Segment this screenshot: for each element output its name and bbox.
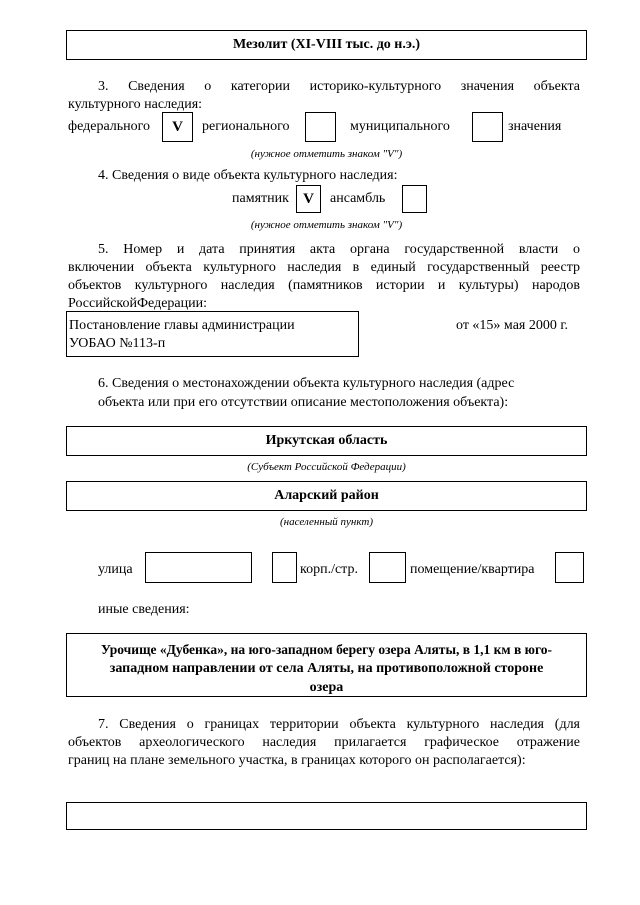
apartment-label: помещение/квартира <box>410 562 535 577</box>
monument-checkbox[interactable]: V <box>296 185 321 213</box>
value-label: значения <box>508 119 562 134</box>
section7-line2: объектов археологического наследия прилагается графическое отражение <box>68 735 580 750</box>
section3-line1: 3. Сведения о категории историко-культурного значения объекта <box>98 79 580 94</box>
act-box <box>66 311 359 357</box>
street-field[interactable] <box>145 552 252 583</box>
federal-checkbox[interactable]: V <box>162 112 193 142</box>
section6-line2: объекта или при его отсутствии описание местоположения объекта): <box>98 395 509 410</box>
ensemble-checkbox[interactable] <box>402 185 427 213</box>
period-title: Мезолит (XI-VIII тыс. до н.э.) <box>232 37 421 52</box>
section4-note: (нужное отметить знаком "V") <box>250 219 403 231</box>
district-note: (населенный пункт) <box>280 516 373 528</box>
other-line3: озера <box>309 680 344 695</box>
region-value: Иркутская область <box>265 433 388 448</box>
section7-text <box>68 716 580 770</box>
apartment-field[interactable] <box>555 552 584 583</box>
section5-line1: 5. Номер и дата принятия акта органа государственной власти о <box>98 242 580 257</box>
period-title-box <box>66 30 587 60</box>
ensemble-label: ансамбль <box>330 191 386 206</box>
section5-line2: включении объекта культурного наследия в единый государственный реестр <box>68 260 580 275</box>
building-label: корп./стр. <box>300 562 358 577</box>
regional-checkbox[interactable] <box>305 112 336 142</box>
boundary-box[interactable] <box>66 802 587 830</box>
other-box <box>66 633 587 697</box>
regional-label: регионального <box>202 119 290 134</box>
section3-note: (нужное отметить знаком "V") <box>250 148 403 160</box>
section5-line3: объектов культурного наследия (памятников истории и культуры) народов <box>68 278 580 293</box>
street-label: улица <box>98 562 133 577</box>
other-line2: западном направлении от села Аляты, на противоположной стороне <box>109 661 544 676</box>
region-box <box>66 426 587 456</box>
other-line1: Урочище «Дубенка», на юго-западном берегу озера Аляты, в 1,1 км в юго- <box>100 642 553 657</box>
section5-text <box>68 241 580 313</box>
section6-line1: 6. Сведения о местонахождении объекта культурного наследия (адрес <box>98 376 515 391</box>
municipal-label: муниципального <box>350 119 450 134</box>
section3-text <box>68 78 580 114</box>
section4-text: 4. Сведения о виде объекта культурного наследия: <box>98 168 398 183</box>
building-field[interactable] <box>369 552 406 583</box>
section7-line1: 7. Сведения о границах территории объекта культурного наследия (для <box>98 717 580 732</box>
section7-line3: границ на плане земельного участка, в границах которого он располагается): <box>68 753 526 768</box>
district-box <box>66 481 587 511</box>
municipal-checkbox[interactable] <box>472 112 503 142</box>
section6-text <box>98 374 514 412</box>
act-line2: УОБАО №113-п <box>69 336 166 351</box>
district-value: Аларский район <box>274 488 379 503</box>
section3-line2: культурного наследия: <box>68 97 203 112</box>
other-label: иные сведения: <box>98 602 190 617</box>
act-date: от «15» мая 2000 г. <box>456 318 569 333</box>
section5-line4: РоссийскойФедерации: <box>68 296 208 311</box>
region-note: (Субъект Российской Федерации) <box>247 461 406 473</box>
monument-label: памятник <box>232 191 289 206</box>
federal-label: федерального <box>68 119 151 134</box>
house-field[interactable] <box>272 552 297 583</box>
act-line1: Постановление главы администрации <box>69 318 295 333</box>
